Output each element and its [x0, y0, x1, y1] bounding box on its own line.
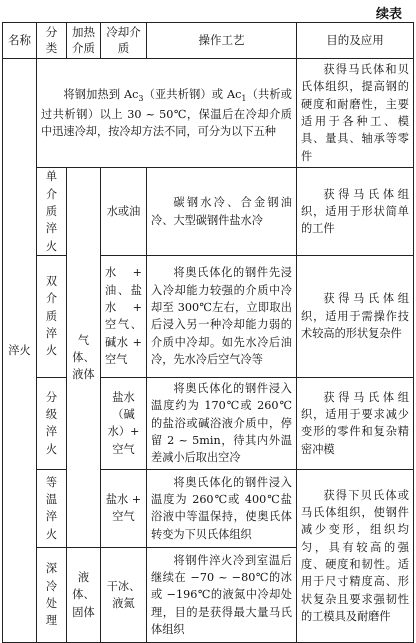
- table-row: [3, 59, 414, 168]
- header-process: 操作工艺: [147, 23, 297, 59]
- header-cooling-medium: 冷却介质: [101, 23, 147, 59]
- cooling-cell: 盐水（碱水）+ 空气: [101, 377, 147, 469]
- cooling-cell: 水 + 油、盐水 + 空气、碱水 + 空气: [101, 255, 147, 377]
- category-cell: 等温淬火: [37, 469, 67, 547]
- header-heating-medium: 加热介质: [67, 23, 101, 59]
- cooling-cell: 干冰、液氮: [101, 547, 147, 642]
- process-cell: 碳钢水冷、合金钢油冷、大型碳钢件盐水冷: [147, 168, 297, 256]
- quenching-general-purpose: 获得马氏体和贝氏体组织，提高钢的硬度和耐磨性，主要适用于各种工、模具、量具、轴承等零件: [297, 59, 414, 168]
- table-row: [3, 255, 414, 377]
- purpose-cell: 获得马氏体组织，适用于形状简单的工件: [297, 168, 414, 256]
- category-cell: 单介质淬火: [37, 168, 67, 256]
- table-row: [3, 469, 414, 547]
- purpose-cell-merged: 获得下贝氏体或马氏体组织，使钢件减少变形，组织均匀，具有较高的强度、硬度和韧性。适用于尺寸精度高、形状复杂且要求强韧性的工模具及耐磨件: [297, 469, 414, 642]
- table-row: [3, 377, 414, 469]
- process-cell: 将奥氏体化的钢件浸入温度为 260℃或 400℃盐浴液中等温保持，使奥氏体转变为下贝氏体组织: [147, 469, 297, 547]
- quenching-general-process: 将钢加热到 $Ac_3$（亚共析钢）或 $Ac_1$（共析或过共析钢）以上 30 ~ 50℃，保温后在冷却介质中迅速冷却，按冷却方法不同，可分为以下五种: [37, 59, 297, 168]
- process-cell: 将奥氏体化的钢件浸入温度约为 170℃或 260℃的盐浴或碱浴液介质中，停留 2 ~ 5min，待其内外温差减小后取出空冷: [147, 377, 297, 469]
- header-name: 名称: [3, 23, 37, 59]
- heating-cell: 液体、固体: [67, 547, 101, 642]
- continued-label: 续表: [375, 7, 402, 22]
- quenching-name-cell: 淬火: [3, 59, 37, 643]
- process-cell: 将钢件淬火冷到室温后继续在 −70 ~ −80℃的冰或 −196℃的液氮中冷却处理，目的是获得最大量马氏体组织: [147, 547, 297, 642]
- table-row: [3, 168, 414, 256]
- header-category: 分类: [37, 23, 67, 59]
- purpose-cell: 获得马氏体组织，适用于要求减少变形的零件和复杂精密冲模: [297, 377, 414, 469]
- cooling-cell: 盐水 + 空气: [101, 469, 147, 547]
- header-row: [3, 23, 414, 59]
- cooling-cell: 水或油: [101, 168, 147, 256]
- category-cell: 双介质淬火: [37, 255, 67, 377]
- category-cell: 深冷处理: [37, 547, 67, 642]
- shared-heating-medium-cell: 气体、液体: [67, 168, 101, 548]
- header-purpose: 目的及应用: [297, 23, 414, 59]
- category-cell: 分级淬火: [37, 377, 67, 469]
- process-cell: 将奥氏体化的钢件先浸入冷却能力较强的介质中冷却至 300℃左右，立即取出后浸入另一种冷却能力弱的介质中冷却。如先水冷后油冷，先水冷后空气冷等: [147, 255, 297, 377]
- purpose-cell: 获得马氏体组织，适用于需操作技术较高的形状复杂件: [297, 255, 414, 377]
- heat-treatment-table: [2, 22, 414, 643]
